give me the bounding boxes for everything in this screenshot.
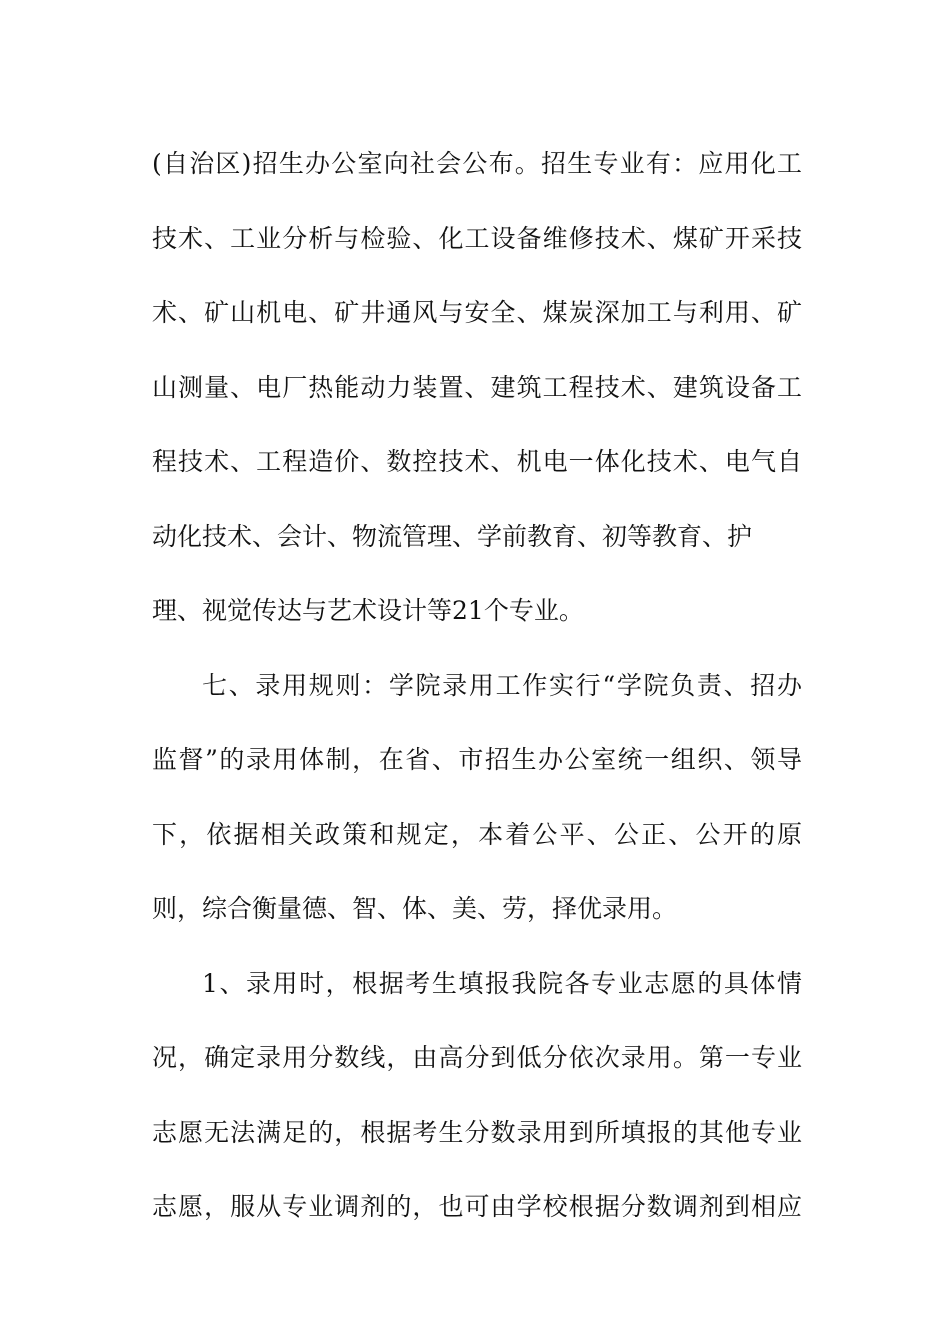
text-line: (自治区)招生办公室向社会公布。招生专业有：应用化工: [152, 149, 802, 178]
text-line: 况，确定录用分数线，由高分到低分依次录用。第一专业: [152, 1043, 802, 1072]
text-line: 程技术、工程造价、数控技术、机电一体化技术、电气自: [152, 447, 802, 476]
text-line: 监督”的录用体制，在省、市招生办公室统一组织、领导: [152, 745, 802, 774]
body-text: [152, 127, 802, 1245]
text-line: 下，依据相关政策和规定，本着公平、公正、公开的原: [152, 819, 802, 849]
text-line: 志愿，服从专业调剂的，也可由学校根据分数调剂到相应: [152, 1192, 802, 1221]
text-line: 技术、工业分析与检验、化工设备维修技术、煤矿开采技: [152, 223, 802, 253]
text-line: 则，综合衡量德、智、体、美、劳，择优录用。: [152, 894, 678, 923]
text-line: 志愿无法满足的，根据考生分数录用到所填报的其他专业: [152, 1117, 802, 1147]
text-line: 1、录用时，根据考生填报我院各专业志愿的具体情: [202, 968, 802, 998]
text-line: 术、矿山机电、矿井通风与安全、煤炭深加工与利用、矿: [152, 298, 802, 327]
text-line: 七、录用规则：学院录用工作实行“学院负责、招办: [202, 670, 802, 700]
text-line: 理、视觉传达与艺术设计等21个专业。: [152, 596, 584, 625]
text-line: 山测量、电厂热能动力装置、建筑工程技术、建筑设备工: [152, 372, 802, 402]
text-line: 动化技术、会计、物流管理、学前教育、初等教育、护: [152, 521, 753, 551]
